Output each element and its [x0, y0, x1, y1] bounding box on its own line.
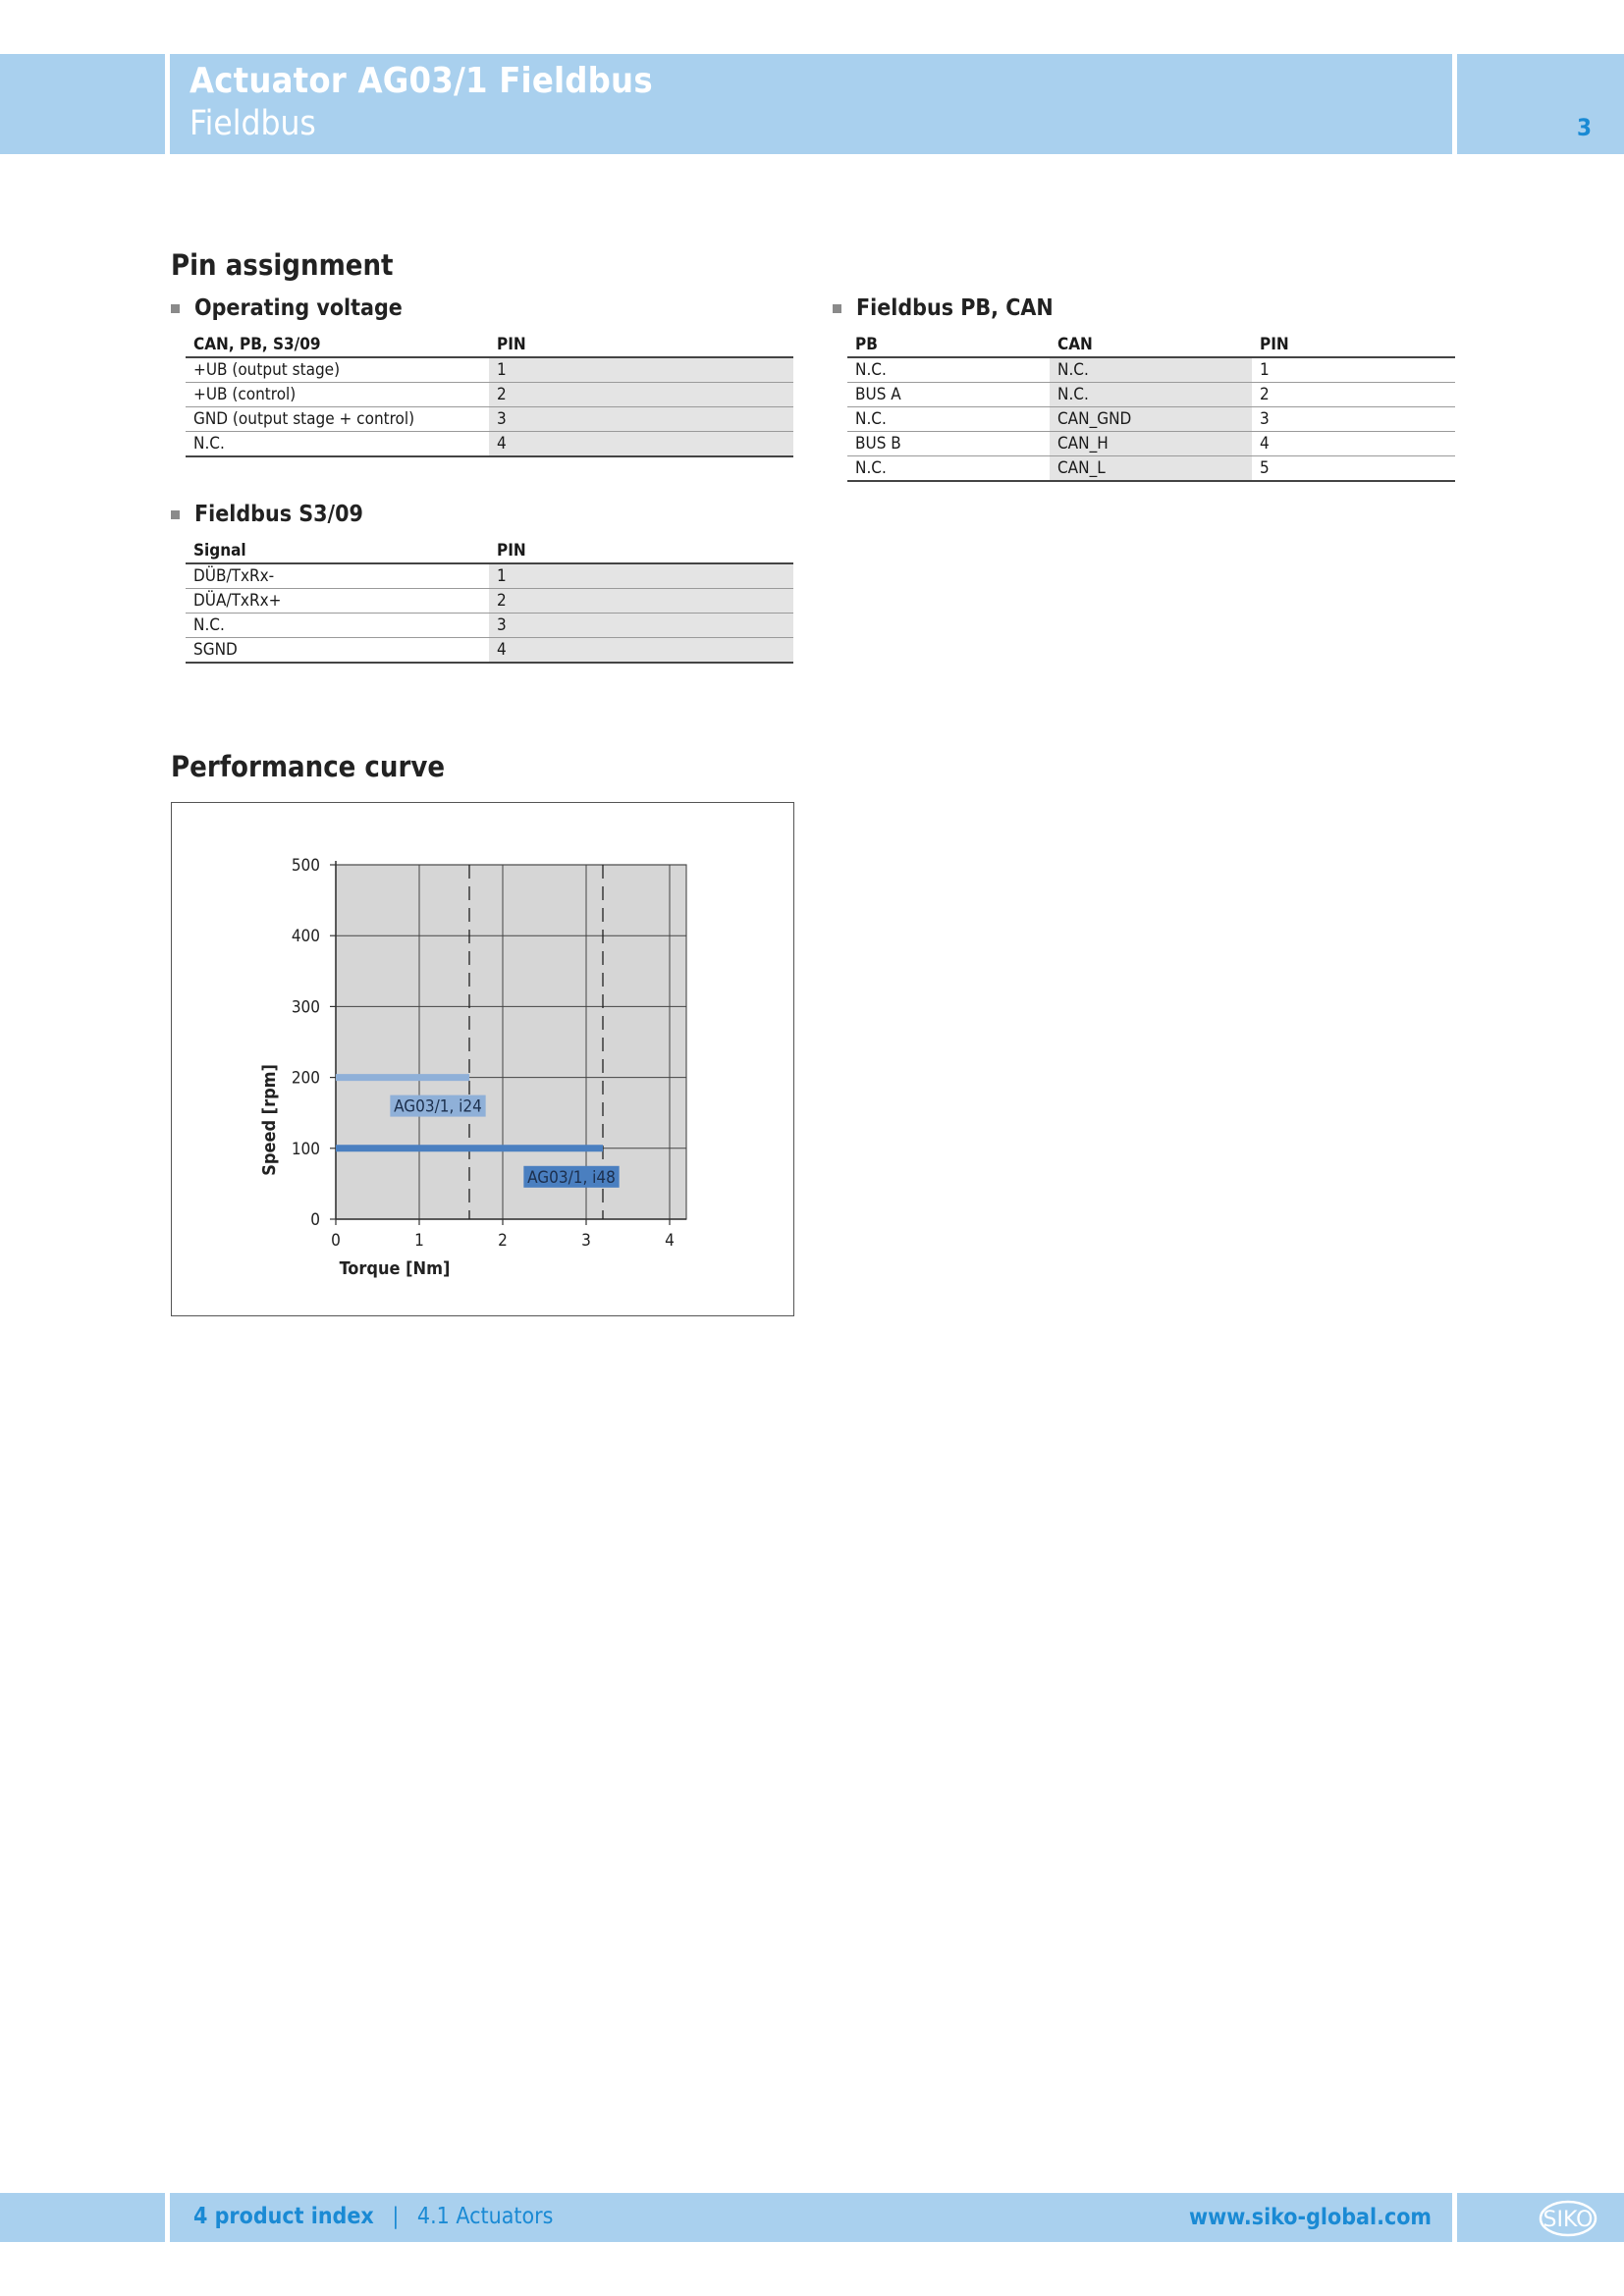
table-row — [847, 383, 1455, 407]
table-cell: 3 — [489, 614, 793, 638]
x-axis-label: Torque [Nm] — [339, 1258, 451, 1279]
table-cell: 2 — [1252, 383, 1455, 407]
performance-chart — [172, 803, 793, 1315]
table-cell: N.C. — [1050, 383, 1252, 407]
x-tick-label: 0 — [331, 1231, 341, 1251]
table-row — [186, 614, 793, 638]
table-cell: +UB (control) — [186, 383, 489, 407]
table-row — [847, 407, 1455, 432]
table-row — [186, 407, 793, 432]
table-cell: DÜA/TxRx+ — [186, 589, 489, 614]
table-cell: 3 — [1252, 407, 1455, 432]
table-cell: 1 — [489, 563, 793, 589]
table-row — [847, 432, 1455, 456]
footer-url-link[interactable]: www.siko-global.com — [1189, 2205, 1432, 2230]
page-number: 3 — [1577, 114, 1593, 141]
table-cell: N.C. — [186, 432, 489, 457]
y-tick-label: 0 — [310, 1210, 320, 1230]
column-header: PIN — [489, 539, 793, 563]
table-cell: 4 — [1252, 432, 1455, 456]
y-axis-label: Speed [rpm] — [259, 1064, 280, 1176]
table-row — [847, 456, 1455, 482]
fieldbus-pb-can-heading: Fieldbus PB, CAN — [833, 295, 1054, 321]
table-cell: CAN_GND — [1050, 407, 1252, 432]
table-row — [186, 383, 793, 407]
column-header: PB — [847, 333, 1050, 357]
footer-subsection-link[interactable]: 4.1 Actuators — [416, 2204, 554, 2229]
x-tick-label: 3 — [581, 1231, 591, 1251]
table-cell: BUS A — [847, 383, 1050, 407]
table-cell: BUS B — [847, 432, 1050, 456]
y-tick-label: 500 — [291, 856, 320, 876]
x-tick-label: 2 — [498, 1231, 508, 1251]
table-row — [186, 589, 793, 614]
table-cell: +UB (output stage) — [186, 357, 489, 383]
header-band-right — [1457, 54, 1624, 154]
table-header-row — [186, 333, 793, 357]
column-header: PIN — [489, 333, 793, 357]
table-cell: N.C. — [847, 456, 1050, 482]
table-cell: 4 — [489, 432, 793, 457]
table-cell: 4 — [489, 638, 793, 664]
table-cell: 2 — [489, 383, 793, 407]
fieldbus-s309-heading: Fieldbus S3/09 — [171, 502, 363, 527]
table-cell: N.C. — [186, 614, 489, 638]
operating-voltage-heading: Operating voltage — [171, 295, 403, 321]
table-cell: DÜB/TxRx- — [186, 563, 489, 589]
y-tick-label: 200 — [291, 1068, 320, 1089]
column-header: PIN — [1252, 333, 1455, 357]
x-tick-label: 4 — [665, 1231, 675, 1251]
table-cell: SGND — [186, 638, 489, 664]
document-subtitle: Fieldbus — [189, 104, 316, 143]
x-tick-label: 1 — [414, 1231, 424, 1251]
fieldbus-s309-table — [186, 539, 793, 664]
series-label: AG03/1, i48 — [527, 1167, 616, 1188]
document-title: Actuator AG03/1 Fieldbus — [189, 61, 653, 101]
table-row — [186, 638, 793, 664]
table-header-row — [186, 539, 793, 563]
table-cell: N.C. — [847, 407, 1050, 432]
y-tick-label: 100 — [291, 1139, 320, 1159]
footer-section-link[interactable]: 4 product index — [193, 2204, 374, 2229]
operating-voltage-table — [186, 333, 793, 457]
table-cell: N.C. — [847, 357, 1050, 383]
footer-breadcrumb — [193, 2204, 553, 2229]
table-cell: 1 — [489, 357, 793, 383]
table-cell: N.C. — [1050, 357, 1252, 383]
table-header-row — [847, 333, 1455, 357]
table-row — [847, 357, 1455, 383]
logo-text: SIKO — [1543, 2208, 1594, 2232]
y-tick-label: 400 — [291, 927, 320, 947]
fieldbus-pb-can-table — [847, 333, 1455, 482]
table-cell: GND (output stage + control) — [186, 407, 489, 432]
y-tick-label: 300 — [291, 997, 320, 1018]
siko-logo — [1538, 2197, 1598, 2240]
column-header: CAN — [1050, 333, 1252, 357]
series-label: AG03/1, i24 — [394, 1096, 482, 1117]
table-cell: CAN_L — [1050, 456, 1252, 482]
column-header: Signal — [186, 539, 489, 563]
table-cell: CAN_H — [1050, 432, 1252, 456]
table-row — [186, 432, 793, 457]
performance-curve-heading: Performance curve — [171, 750, 446, 783]
table-row — [186, 563, 793, 589]
table-cell: 3 — [489, 407, 793, 432]
footer-band-left — [0, 2193, 165, 2242]
header-band-left — [0, 54, 165, 154]
pin-assignment-heading: Pin assignment — [171, 248, 394, 282]
column-header: CAN, PB, S3/09 — [186, 333, 489, 357]
table-cell: 5 — [1252, 456, 1455, 482]
performance-chart-frame — [171, 802, 794, 1316]
table-cell: 2 — [489, 589, 793, 614]
footer-separator: | — [392, 2204, 400, 2229]
table-cell: 1 — [1252, 357, 1455, 383]
table-row — [186, 357, 793, 383]
plot-area — [336, 865, 686, 1219]
